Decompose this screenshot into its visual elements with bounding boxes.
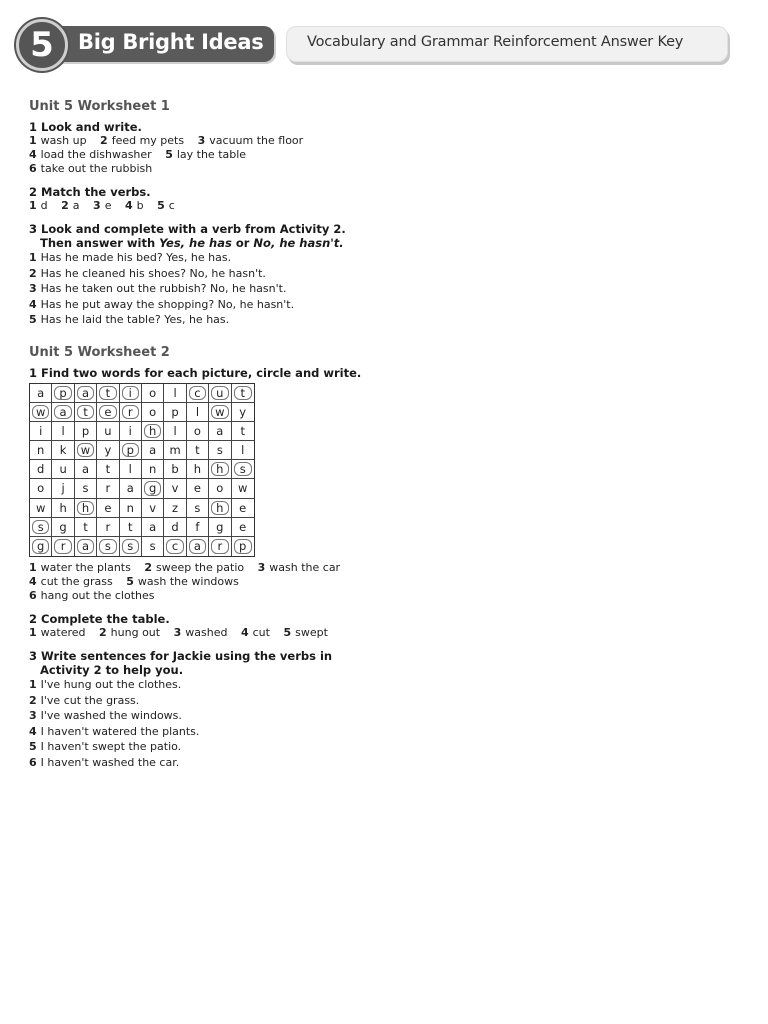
answer-number: 4 (29, 297, 37, 311)
grid-cell: u (209, 384, 231, 403)
answer-number: 5 (283, 626, 292, 640)
answer-line (29, 199, 429, 213)
grid-cell: p (232, 537, 254, 556)
answer-text: Has he taken out the rubbish? No, he hasn't. (40, 282, 287, 295)
grid-cell: h (187, 460, 209, 479)
grid-cell: z (164, 499, 186, 518)
answer-text: hang out the clothes (40, 589, 155, 603)
grid-cell: p (164, 403, 186, 422)
answer-number: 1 (29, 251, 37, 264)
exercise-title: 2 Complete the table. (29, 612, 170, 627)
answer-line (29, 739, 429, 755)
answer-text: b (136, 199, 144, 212)
answer-line (29, 708, 429, 724)
grid-cell: i (120, 422, 142, 441)
grid-cell: e (232, 499, 254, 518)
answer-text: e (104, 199, 112, 212)
grid-cell: f (187, 518, 209, 537)
answer-line (29, 626, 429, 640)
answer-number: 4 (29, 575, 37, 589)
grid-cell: w (209, 403, 231, 422)
grid-cell: t (97, 384, 119, 403)
grid-cell: g (52, 518, 74, 537)
answer-text: take out the rubbish (40, 162, 153, 175)
grid-cell: u (52, 460, 74, 479)
grid-cell: t (120, 518, 142, 537)
grid-cell: e (187, 479, 209, 498)
answer-text: d (40, 199, 48, 212)
grid-cell: g (209, 518, 231, 537)
grid-cell: l (120, 460, 142, 479)
answer-number: 2 (61, 199, 69, 212)
grid-cell: l (52, 422, 74, 441)
answer-text: wash up (40, 134, 87, 147)
exercise-title-line: 3 Write sentences for Jackie using the verbs in (29, 649, 333, 664)
answer-number: 4 (29, 148, 37, 161)
answer-text: I've cut the grass. (40, 693, 140, 707)
answer-text: load the dishwasher (40, 148, 152, 161)
answer-line (29, 724, 429, 740)
answer-text: wash the windows (137, 575, 239, 589)
answer-line (29, 250, 429, 266)
grid-cell: y (97, 441, 119, 460)
grid-cell: e (97, 499, 119, 518)
answer-text: I haven't washed the car. (40, 755, 180, 769)
grid-cell: s (97, 537, 119, 556)
grid-cell: b (164, 460, 186, 479)
grid-cell: t (75, 518, 97, 537)
answer-number: 6 (29, 755, 37, 769)
answer-number: 5 (126, 575, 134, 589)
grid-cell: g (142, 479, 164, 498)
grid-cell: k (52, 441, 74, 460)
grid-cell: h (142, 422, 164, 441)
grid-cell: s (187, 499, 209, 518)
answer-line (29, 677, 429, 693)
answer-line (29, 755, 429, 771)
answer-line (29, 281, 429, 297)
answer-number: 5 (165, 148, 173, 161)
title-part: or (231, 236, 254, 250)
grid-cell: r (120, 403, 142, 422)
answer-number: 4 (124, 199, 133, 212)
answer-text: Has he cleaned his shoes? No, he hasn't. (40, 266, 266, 280)
grid-cell: s (232, 460, 254, 479)
grid-cell: d (164, 518, 186, 537)
answer-line (29, 312, 429, 328)
ws1-exercise-1 (29, 120, 429, 176)
grid-cell: o (30, 479, 52, 498)
grid-cell: t (97, 460, 119, 479)
grid-cell: a (142, 441, 164, 460)
grid-cell: o (142, 384, 164, 403)
grid-cell: r (97, 518, 119, 537)
title-part: Yes, he has (159, 236, 232, 250)
grid-cell: w (30, 403, 52, 422)
grid-cell: a (120, 479, 142, 498)
grid-cell: w (75, 441, 97, 460)
grid-cell: a (30, 384, 52, 403)
grid-cell: s (142, 537, 164, 556)
answer-number: 2 (29, 266, 37, 280)
grid-cell: n (30, 441, 52, 460)
grid-cell: s (75, 479, 97, 498)
word-search-grid (29, 383, 255, 558)
answer-text: water the plants (40, 561, 131, 575)
grid-cell: a (209, 422, 231, 441)
answer-text: hung out (110, 626, 161, 640)
grid-cell: l (164, 422, 186, 441)
grid-cell: p (120, 441, 142, 460)
grid-cell: r (52, 537, 74, 556)
grid-cell: s (209, 441, 231, 460)
answer-number: 2 (29, 693, 37, 707)
grid-cell: m (164, 441, 186, 460)
grid-cell: a (52, 403, 74, 422)
grid-cell: v (164, 479, 186, 498)
answer-text: I haven't watered the plants. (40, 724, 200, 738)
grid-cell: i (120, 384, 142, 403)
grid-cell: h (209, 460, 231, 479)
answer-number: 1 (29, 199, 37, 212)
answer-text: swept (295, 626, 328, 640)
answer-number: 3 (29, 709, 37, 723)
exercise-title (29, 222, 429, 250)
grid-cell: v (142, 499, 164, 518)
grid-cell: a (75, 384, 97, 403)
answer-text: Has he laid the table? Yes, he has. (40, 313, 230, 326)
grid-cell: c (164, 537, 186, 556)
book-title: Big Bright Ideas (78, 30, 264, 54)
grid-cell: t (232, 422, 254, 441)
grid-cell: a (142, 518, 164, 537)
answer-text: wash the car (269, 561, 341, 575)
worksheet-2-title: Unit 5 Worksheet 2 (29, 344, 170, 360)
page-header (14, 16, 732, 70)
grid-cell: p (75, 422, 97, 441)
answer-text: I haven't swept the patio. (40, 740, 182, 754)
answer-number: 3 (197, 134, 206, 147)
answer-text: feed my pets (111, 134, 185, 147)
answer-number: 2 (100, 134, 108, 147)
answer-number: 4 (240, 626, 249, 640)
answer-text: Has he made his bed? Yes, he has. (40, 251, 232, 264)
answer-number: 6 (29, 162, 37, 175)
grid-cell: r (209, 537, 231, 556)
answer-number: 4 (29, 724, 37, 738)
grid-cell: r (97, 479, 119, 498)
grid-cell: t (75, 403, 97, 422)
answer-number: 3 (93, 199, 101, 212)
grid-cell: p (52, 384, 74, 403)
grid-cell: i (30, 422, 52, 441)
title-part: Then answer with (40, 236, 160, 250)
answer-line (29, 693, 429, 709)
answer-text: I've washed the windows. (40, 709, 182, 723)
answer-text: c (168, 199, 175, 212)
title-part: No, he hasn't. (253, 236, 344, 250)
answer-text: vacuum the floor (209, 134, 304, 147)
answer-number: 2 (99, 626, 107, 640)
exercise-title: 1 Find two words for each picture, circle and write. (29, 365, 362, 380)
answer-line (29, 134, 429, 148)
answer-number: 1 (29, 626, 37, 640)
answer-line (29, 266, 429, 282)
grid-cell: a (75, 460, 97, 479)
grid-cell: w (232, 479, 254, 498)
ws1-exercise-3 (29, 222, 429, 328)
grid-cell: l (232, 441, 254, 460)
unit-number-badge: 5 (16, 19, 68, 71)
grid-cell: t (232, 384, 254, 403)
answer-key-content (29, 98, 429, 779)
grid-cell: l (187, 403, 209, 422)
grid-cell: o (209, 479, 231, 498)
answer-number: 2 (144, 561, 152, 575)
answer-text: lay the table (176, 148, 247, 161)
answer-text: Has he put away the shopping? No, he hasn't. (40, 297, 295, 311)
grid-cell: e (97, 403, 119, 422)
grid-cell: o (142, 403, 164, 422)
answer-number: 3 (29, 282, 37, 295)
grid-cell: n (120, 499, 142, 518)
answer-line (29, 561, 429, 575)
answer-text: washed (185, 626, 228, 640)
answer-number: 6 (29, 589, 37, 603)
exercise-title-line: 3 Look and complete with a verb from Activity 2. (29, 222, 346, 236)
exercise-title: 2 Match the verbs. (29, 185, 151, 199)
grid-cell: n (142, 460, 164, 479)
grid-cell: a (75, 537, 97, 556)
grid-cell: w (30, 499, 52, 518)
answer-line (29, 575, 429, 589)
answer-text: cut the grass (40, 575, 113, 589)
grid-cell: g (30, 537, 52, 556)
answer-number: 1 (29, 134, 37, 147)
answer-number: 1 (29, 561, 37, 575)
answer-line (29, 297, 429, 313)
answer-text: cut (252, 626, 270, 640)
grid-cell: h (52, 499, 74, 518)
grid-cell: h (209, 499, 231, 518)
answer-line (29, 162, 429, 176)
answer-line (29, 148, 429, 162)
grid-cell: y (232, 403, 254, 422)
worksheet-1-title: Unit 5 Worksheet 1 (29, 99, 170, 114)
answer-number: 5 (157, 199, 165, 212)
ws2-exercise-3 (29, 649, 429, 770)
exercise-title: 1 Look and write. (29, 120, 142, 134)
grid-cell: l (164, 384, 186, 403)
answer-text: I've hung out the clothes. (40, 678, 182, 692)
answer-number: 5 (29, 740, 37, 754)
grid-cell: j (52, 479, 74, 498)
grid-cell: h (75, 499, 97, 518)
grid-cell: c (187, 384, 209, 403)
grid-cell: s (30, 518, 52, 537)
answer-key-subtitle: Vocabulary and Grammar Reinforcement Answer Key (307, 34, 684, 50)
ws2-exercise-2 (29, 612, 429, 640)
ws1-exercise-2 (29, 185, 429, 213)
answer-text: sweep the patio (156, 561, 245, 575)
title-banner (50, 26, 274, 62)
grid-cell: u (97, 422, 119, 441)
exercise-title (29, 649, 429, 677)
answer-text: watered (40, 626, 86, 640)
ws2-exercise-1 (29, 366, 429, 604)
grid-cell: o (187, 422, 209, 441)
answer-line (29, 589, 429, 603)
answer-number: 5 (29, 313, 37, 326)
answer-number: 1 (29, 678, 37, 692)
exercise-title-line (29, 236, 429, 250)
answer-text: a (72, 199, 80, 212)
grid-cell: s (120, 537, 142, 556)
exercise-title-line: Activity 2 to help you. (40, 663, 184, 678)
subtitle-banner (286, 26, 728, 62)
grid-cell: t (187, 441, 209, 460)
grid-cell: a (187, 537, 209, 556)
answer-number: 3 (173, 626, 182, 640)
grid-cell: e (232, 518, 254, 537)
grid-cell: d (30, 460, 52, 479)
answer-number: 3 (257, 561, 266, 575)
